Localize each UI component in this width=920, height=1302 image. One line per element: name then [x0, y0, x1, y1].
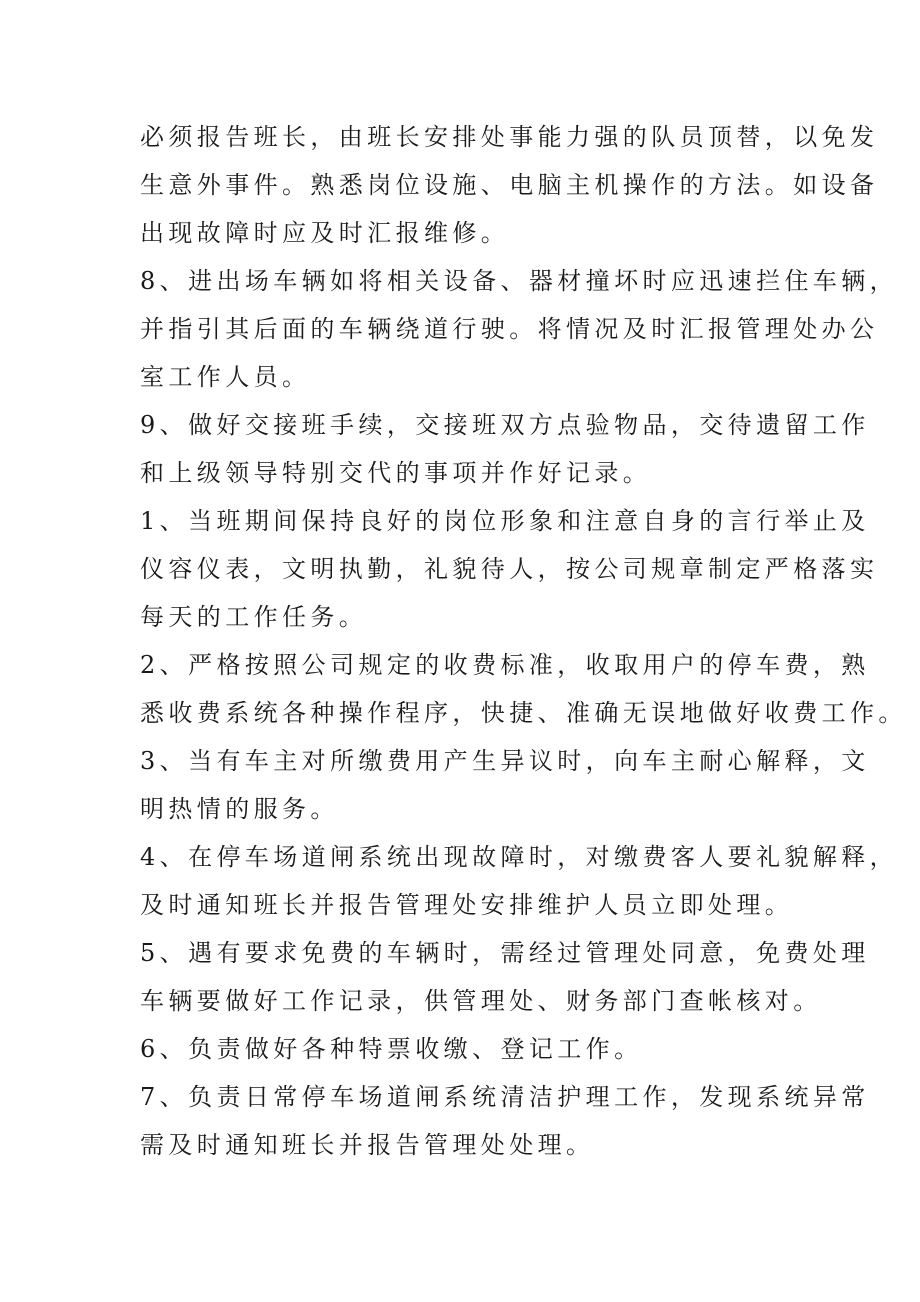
text-line: 悉收费系统各种操作程序，快捷、准确无误地做好收费工作。 — [140, 699, 907, 727]
text-line: 3、当有车主对所缴费用产生异议时，向车主耐心解释，文 — [140, 747, 870, 775]
text-line: 8、进出场车辆如将相关设备、器材撞坏时应迅速拦住车辆， — [140, 267, 899, 295]
paragraph-item-9 — [140, 401, 870, 497]
paragraph-item-5 — [140, 929, 870, 1025]
text-line: 4、在停车场道闸系统出现故障时，对缴费客人要礼貌解释， — [140, 843, 899, 871]
text-line: 和上级领导特别交代的事项并作好记录。 — [140, 459, 652, 487]
text-line: 7、负责日常停车场道闸系统清洁护理工作，发现系统异常 — [140, 1083, 870, 1111]
text-line: 9、做好交接班手续，交接班双方点验物品，交待遗留工作 — [140, 411, 870, 439]
paragraph-item-2 — [140, 641, 907, 737]
text-line: 1、当班期间保持良好的岗位形象和注意自身的言行举止及 — [140, 507, 870, 535]
text-line: 每天的工作任务。 — [140, 603, 368, 631]
text-line: 明热情的服务。 — [140, 795, 339, 823]
paragraph-item-3 — [140, 737, 870, 833]
text-line: 2、严格按照公司规定的收费标准，收取用户的停车费，熟 — [140, 651, 870, 679]
text-line: 及时通知班长并报告管理处安排维护人员立即处理。 — [140, 891, 794, 919]
document-body — [140, 113, 907, 1169]
paragraph-item-6 — [140, 1025, 800, 1073]
text-line: 室工作人员。 — [140, 363, 311, 391]
paragraph-continued — [140, 113, 879, 257]
text-line: 必须报告班长，由班长安排处事能力强的队员顶替，以免发 — [140, 123, 879, 151]
paragraph-item-8 — [140, 257, 899, 401]
paragraph-item-7 — [140, 1073, 870, 1169]
text-line: 6、负责做好各种特票收缴、登记工作。 — [140, 1035, 643, 1063]
text-line: 需及时通知班长并报告管理处处理。 — [140, 1131, 595, 1159]
text-line: 出现故障时应及时汇报维修。 — [140, 219, 510, 247]
text-line: 车辆要做好工作记录，供管理处、财务部门查帐核对。 — [140, 987, 822, 1015]
text-line: 仪容仪表，文明执勤，礼貌待人，按公司规章制定严格落实 — [140, 555, 879, 583]
paragraph-item-4 — [140, 833, 899, 929]
text-line: 5、遇有要求免费的车辆时，需经过管理处同意，免费处理 — [140, 939, 870, 967]
text-line: 并指引其后面的车辆绕道行驶。将情况及时汇报管理处办公 — [140, 315, 879, 343]
text-line: 生意外事件。熟悉岗位设施、电脑主机操作的方法。如设备 — [140, 171, 879, 199]
paragraph-item-1 — [140, 497, 879, 641]
